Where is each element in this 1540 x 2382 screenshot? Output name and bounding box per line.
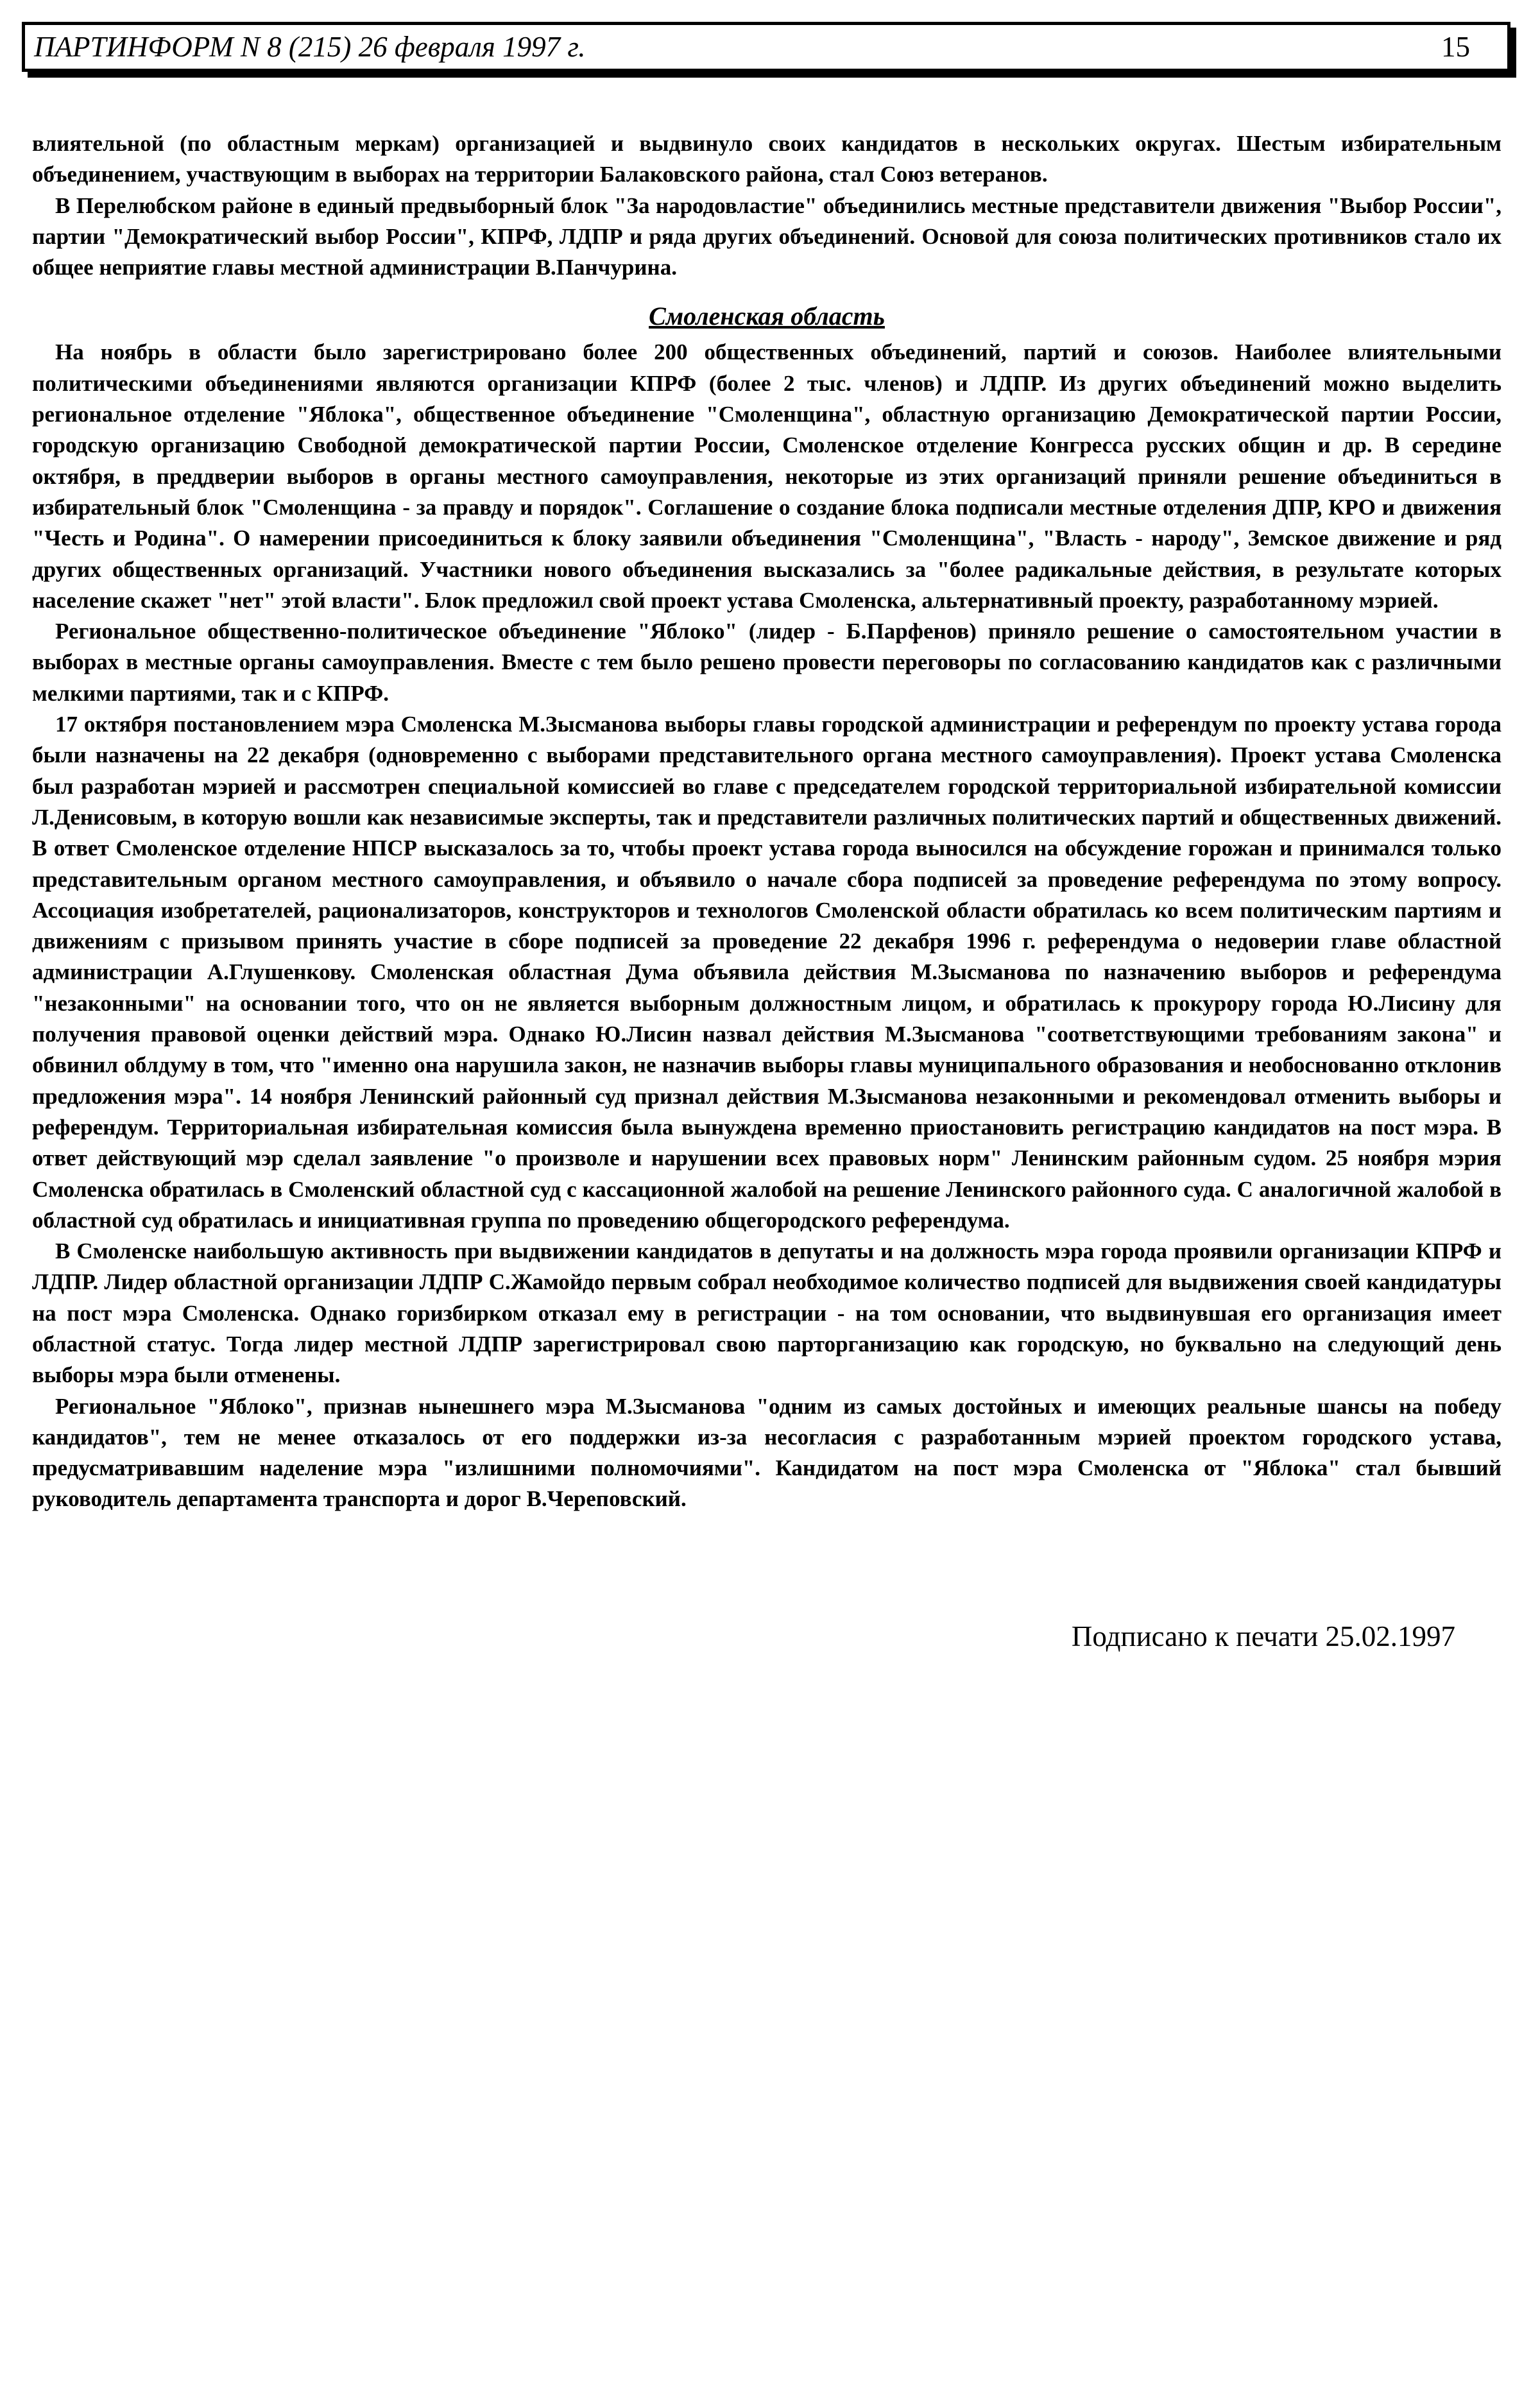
- article-body: [32, 128, 1502, 1515]
- paragraph: В Смоленске наибольшую активность при выдвижении кандидатов в депутаты и на должность мэра города проявили организации КПРФ и ЛДПР. Лидер областной организации ЛДПР С.Жамойдо первым собрал необходимое количество подписей для выдвижения своей кандидатуры на пост мэра Смоленска. Однако горизбирком отказал ему в регистрации - на том основании, что выдвинувшая его организация имеет областной статус. Тогда лидер местной ЛДПР зарегистрировал свою парторганизацию как городскую, но буквально на следующий день выборы мэра были отменены.: [32, 1238, 1502, 1388]
- paragraph: В Перелюбском районе в единый предвыборный блок "За народовластие" объединились местные представители движения "Выбор России", партии "Демократический выбор России", КПРФ, ЛДПР и ряда других объединений. Основой для союза политических противников стало их общее неприятие главы местной администрации В.Панчурина.: [32, 193, 1502, 280]
- paragraph: Региональное общественно-политическое объединение "Яблоко" (лидер - Б.Парфенов) приняло решение о самостоятельном участии в выборах в местные органы самоуправления. Вместе с тем было решено провести переговоры по согласованию кандидатов как с различными мелкими партиями, так и с КПРФ.: [32, 619, 1502, 706]
- paragraph: 17 октября постановлением мэра Смоленска М.Зысманова выборы главы городской администрации и референдум по проекту устава города были назначены на 22 декабря (одновременно с выборами представительного органа местного самоуправления). Проект устава Смоленска был разработан мэрией и рассмотрен специальной комиссией во главе с председателем городской территориальной избирательной комиссии Л.Денисовым, в которую вошли как независимые эксперты, так и представители различных политических партий и общественных движений. В ответ Смоленское отделение НПСР высказалось за то, чтобы проект устава города выносился на обсуждение горожан и принимался только представительным органом местного самоуправления, и объявило о начале сбора подписей за проведение референдума по этому вопросу. Ассоциация изобретателей, рационализаторов, конструкторов и технологов Смоленской области обратилась ко всем политическим партиям и движениям с призывом принять участие в сборе подписей за проведение 22 декабря 1996 г. референдума о недоверии главе областной администрации А.Глушенкову. Смоленская областная Дума объявила действия М.Зысманова по назначению выборов и референдума "незаконными" на основании того, что он не является выборным должностным лицом, и обратилась к прокурору города Ю.Лисину для получения правовой оценки действий мэра. Однако Ю.Лисин назвал действия М.Зысманова "соответствующими требованиям закона" и обвинил облдуму в том, что "именно она нарушила закон, не назначив выборы главы муниципального образования и необоснованно отклонив предложения мэра". 14 ноября Ленинский районный суд признал действия М.Зысманова незаконными и рекомендовал отменить выборы и референдум. Территориальная избирательная комиссия была вынуждена временно приостановить регистрацию кандидатов на пост мэра. В ответ действующий мэр сделал заявление "о произволе и нарушении всех правовых норм" Ленинским районным судом. 25 ноября мэрия Смоленска обратилась в Смоленский областной суд с кассационной жалобой на решение Ленинского районного суда. С аналогичной жалобой в областной суд обратилась и инициативная группа по проведению общегородского референдума.: [32, 712, 1502, 1233]
- paragraph: На ноябрь в области было зарегистрировано более 200 общественных объединений, партий и союзов. Наиболее влиятельными политическими объединениями являются организации КПРФ (более 2 тыс. членов) и ЛДПР. Из других объединений можно выделить региональное отделение "Яблока", общественное объединение "Смоленщина", областную организацию Демократической партии России, городскую организацию Свободной демократической партии России, Смоленское отделение Конгресса русских общин и др. В середине октября, в преддверии выборов в органы местного самоуправления, некоторые из этих организаций приняли решение объединиться в избирательный блок "Смоленщина - за правду и порядок". Соглашение о создание блока подписали местные отделения ДПР, КРО и движения "Честь и Родина". О намерении присоединиться к блоку заявили объединения "Смоленщина", "Власть - народу", Земское движение и ряд других общественных организаций. Участники нового объединения высказались за "более радикальные действия, в результате которых население скажет "нет" этой власти". Блок предложил свой проект устава Смоленска, альтернативный проекту, разработанному мэрией.: [32, 339, 1502, 613]
- page-number: 15: [1441, 31, 1470, 63]
- paragraph: влиятельной (по областным меркам) организацией и выдвинуло своих кандидатов в нескольких округах. Шестым избирательным объединением, участвующим в выборах на территории Балаковского района, стал Союз ветеранов.: [32, 131, 1502, 187]
- page-header: [22, 22, 1510, 72]
- paragraph: Региональное "Яблоко", признав нынешнего мэра М.Зысманова "одним из самых достойных и имеющих реальные шансы на победу кандидатов", тем не менее отказалось от его поддержки из-за несогласия с разработанным мэрией проектом городского устава, предусматривавшим наделение мэра "излишними полномочиями". Кандидатом на пост мэра Смоленска от "Яблока" стал бывший руководитель департамента транспорта и дорог В.Череповский.: [32, 1393, 1502, 1512]
- publication-title: ПАРТИНФОРМ N 8 (215) 26 февраля 1997 г.: [34, 31, 586, 63]
- section-heading: Смоленская область: [649, 302, 885, 331]
- print-signed-note: Подписано к печати 25.02.1997: [1071, 1620, 1455, 1652]
